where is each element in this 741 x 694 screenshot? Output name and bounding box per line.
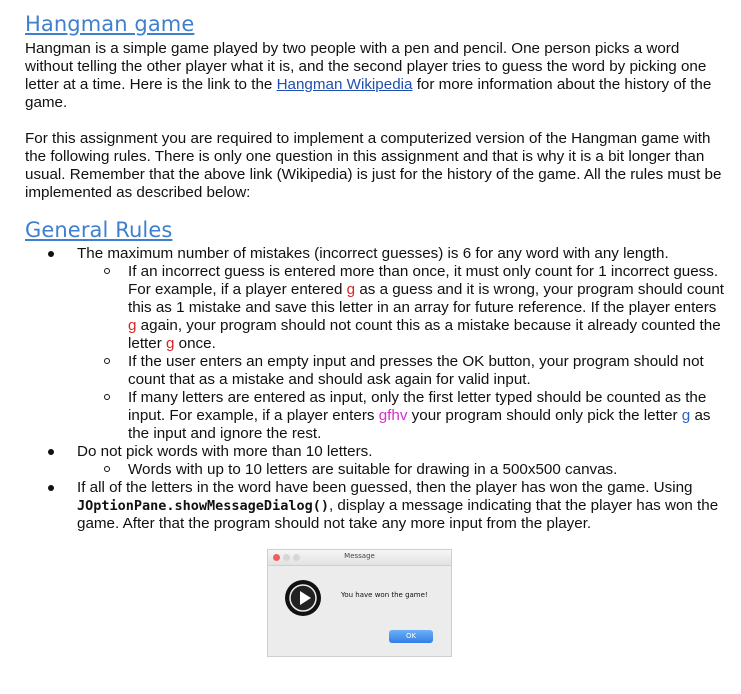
- message-dialog: [267, 549, 452, 657]
- letter-g: g: [128, 317, 137, 334]
- dialog-title: Message: [344, 552, 375, 560]
- letter-g: g: [165, 335, 175, 352]
- dialog-titlebar: [268, 550, 451, 566]
- intro-paragraph: [25, 40, 725, 112]
- bullet-icon: [48, 485, 54, 491]
- sub-bullet-icon: [104, 358, 110, 364]
- page-title: Hangman game: [25, 12, 195, 36]
- intro-text: Hangman is a simple game played by two people with a pen and pencil. One person picks a word without telling the other player what it is, and the second player tries to guess the word by picking one letter at a time. Here is the link to the: [25, 40, 707, 93]
- assignment-paragraph: For this assignment you are required to implement a computerized version of the Hangman game with the following rules. There is only one question in this assignment and that is why it is a bit longer than usual. Remember that the above link (Wikipedia) is just for the history of the game. All the rules must be implemented as described below:: [25, 130, 722, 201]
- rule-canvas-size: Words with up to 10 letters are suitable for drawing in a 500x500 canvas.: [128, 461, 618, 478]
- example-input: gfhv: [378, 407, 408, 424]
- intro-text-end: for more information about the history of the game.: [25, 76, 712, 111]
- letter-g: g: [681, 407, 691, 424]
- dialog-message: You have won the game!: [341, 591, 428, 599]
- rule-max-mistakes: The maximum number of mistakes (incorrect guesses) is 6 for any word with any length.: [77, 245, 669, 262]
- ok-button[interactable]: OK: [389, 630, 433, 643]
- wikipedia-link[interactable]: Hangman Wikipedia: [276, 76, 413, 93]
- rule-multiple-letters: If many letters are entered as input, only the first letter typed should be counted as the input. For example, if a player enters gfhv your program should only pick the letter g as the input and ignore the rest.: [128, 389, 711, 442]
- play-icon: [285, 580, 321, 616]
- rule-win-condition: If all of the letters in the word have been guessed, then the player has won the game. Using JOptionPane.showMessageDialog(), display a message indicating that the player has won the game. After that the program should not take any more input from the player.: [77, 479, 719, 532]
- sub-bullet-icon: [104, 394, 110, 400]
- bullet-icon: [48, 449, 54, 455]
- letter-g: g: [346, 281, 356, 298]
- rule-repeat-guess: If an incorrect guess is entered more than once, it must only count for 1 incorrect guess. For example, if a player entered g as a guess and it is wrong, your program should count this as 1 mistake and save this letter in an array for future reference. If the player enters g again, your program should not count this as a mistake because it already counted the letter g once.: [128, 263, 725, 352]
- code-snippet: JOptionPane.showMessageDialog(): [77, 498, 329, 514]
- rule-word-length: Do not pick words with more than 10 letters.: [77, 443, 373, 460]
- sub-bullet-icon: [104, 268, 110, 274]
- rule-empty-input: If the user enters an empty input and presses the OK button, your program should not count that as a mistake and should ask again for valid input.: [128, 353, 704, 388]
- bullet-icon: [48, 251, 54, 257]
- sub-bullet-icon: [104, 466, 110, 472]
- section-heading-general-rules: General Rules: [25, 218, 173, 242]
